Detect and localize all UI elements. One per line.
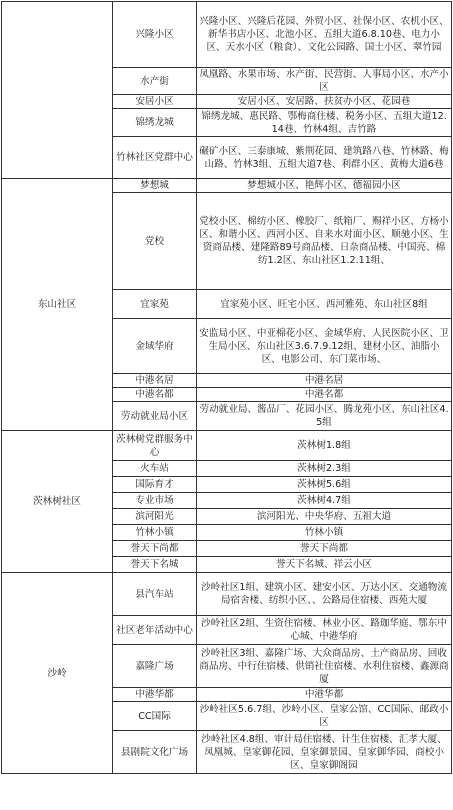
table-row: [2, 2, 452, 68]
community-name: [2, 2, 113, 179]
area-name: 劳动就业局小区: [113, 402, 197, 431]
table-row: [2, 179, 452, 193]
area-description: 中港名居: [197, 374, 452, 388]
area-name: 县汽车站: [113, 573, 197, 616]
area-name: 誉天下尚都: [113, 541, 197, 557]
area-name: 专业市场: [113, 493, 197, 509]
area-description: 沙岭社区3组、嘉隆广场、大众商品房、土产商品房、回收商品房、中行住宿楼、供销社住宿楼、水利住宿楼、鑫源商厦: [197, 645, 452, 688]
area-description: 沙岭社区1组、建筑小区、建安小区、万达小区、交通物流局宿舍楼、纺织小区、、公路局住宿楼、西苑大厦: [197, 573, 452, 616]
area-name: 社区老年活动中心: [113, 616, 197, 645]
area-description: 凤凰路、水果市场、水产街、民营街、人事局小区、水产小区: [197, 68, 452, 95]
area-description: 滨河阳光、中央华府、五祖大道: [197, 509, 452, 525]
area-description: 兴隆小区、兴隆后花园、外贸小区、社保小区、农机小区、新华书店小区、北池小区、五组大道6.8.10巷、电力小区、天水小区（粮食）、文化公园路、国土小区、翠竹园: [197, 2, 452, 68]
area-name: 竹林社区党群中心: [113, 137, 197, 179]
area-description: 竹林小镇: [197, 525, 452, 541]
area-description: 中港华都: [197, 688, 452, 702]
community-name: 茨林树社区: [2, 431, 113, 573]
area-description: 宜家苑小区、旺宅小区、西河雅苑、东山社区8组: [197, 290, 452, 319]
area-name: 火车站: [113, 461, 197, 477]
area-name: 金域华府: [113, 319, 197, 374]
table-row: [2, 573, 452, 616]
area-description: 茨林树1.8组: [197, 431, 452, 461]
area-description: 沙岭社区2组、生资住宿楼、林业小区、路珈华庭、鄂东中心城、中港华府: [197, 616, 452, 645]
area-description: 梦想城小区、艳辉小区、德福园小区: [197, 179, 452, 193]
area-name: 誉天下名城: [113, 557, 197, 573]
community-table: [1, 1, 452, 774]
table-row: [2, 431, 452, 461]
area-description: 茨林树4.7组: [197, 493, 452, 509]
area-description: 茨林树2.3组: [197, 461, 452, 477]
area-description: 茨林树5.6组: [197, 477, 452, 493]
area-description: 安居小区、安居路、扶贫办小区、花园巷: [197, 95, 452, 109]
area-description: 沙岭社区4.8组、审计局住宿楼、计生住宿楼、汇孝大厦、凤凰城、皇家御花园、皇家御景园、皇家御华园、商校小区、皇家御阁园: [197, 731, 452, 774]
area-name: 滨河阳光: [113, 509, 197, 525]
area-description: 安监局小区、中亚棉花小区、金域华府、人民医院小区、卫生局小区、东山社区3.6.7.9.12组、建材小区、油脂小区、电影公司、东门菜市场、: [197, 319, 452, 374]
area-description: 党校小区、棉纺小区、橡胶厂、纸箱厂、赐祥小区、方杨小区、和谐小区、西河小区、自来水对面小区、顺驰小区、生资商品楼、建隆路89号商品楼、日杂商品楼、中国亮、棉纺1.2区、东山社区1.2.11组、: [197, 193, 452, 290]
area-name: 水产街: [113, 68, 197, 95]
area-name: 竹林小镇: [113, 525, 197, 541]
area-description: 碾矿小区、三泰康城、紫荆花园、建筑路八巷、竹林路、梅山路、竹林3组、五组大道7巷、利群小区、黄梅大道6巷: [197, 137, 452, 179]
area-description: 劳动就业局、酱品厂、花园小区、腾龙苑小区、东山社区4.5组: [197, 402, 452, 431]
area-name: 国际育才: [113, 477, 197, 493]
area-name: 兴隆小区: [113, 2, 197, 68]
area-description: 锦绣龙城、惠民路、鄂梅商住楼、税务小区、五组大道12.14巷、竹林4组、吉竹路: [197, 109, 452, 137]
area-name: 县剧院文化广场: [113, 731, 197, 774]
area-name: 中港名居: [113, 374, 197, 388]
area-name: 嘉隆广场: [113, 645, 197, 688]
area-name: 中港华都: [113, 688, 197, 702]
community-name: 东山社区: [2, 179, 113, 431]
area-name: 党校: [113, 193, 197, 290]
community-name: 沙岭: [2, 573, 113, 774]
area-name: 中港名都: [113, 388, 197, 402]
area-name: 锦绣龙城: [113, 109, 197, 137]
area-description: 中港名都: [197, 388, 452, 402]
area-description: 誉天下尚都: [197, 541, 452, 557]
area-name: CC国际: [113, 702, 197, 731]
area-name: 梦想城: [113, 179, 197, 193]
area-description: 誉天下名城、祥云小区: [197, 557, 452, 573]
area-name: 宜家苑: [113, 290, 197, 319]
area-name: 安居小区: [113, 95, 197, 109]
area-name: 茨林树党群服务中心: [113, 431, 197, 461]
area-description: 沙岭社区5.6.7组、沙岭小区、皇家公馆、CC国际、邮政小区: [197, 702, 452, 731]
